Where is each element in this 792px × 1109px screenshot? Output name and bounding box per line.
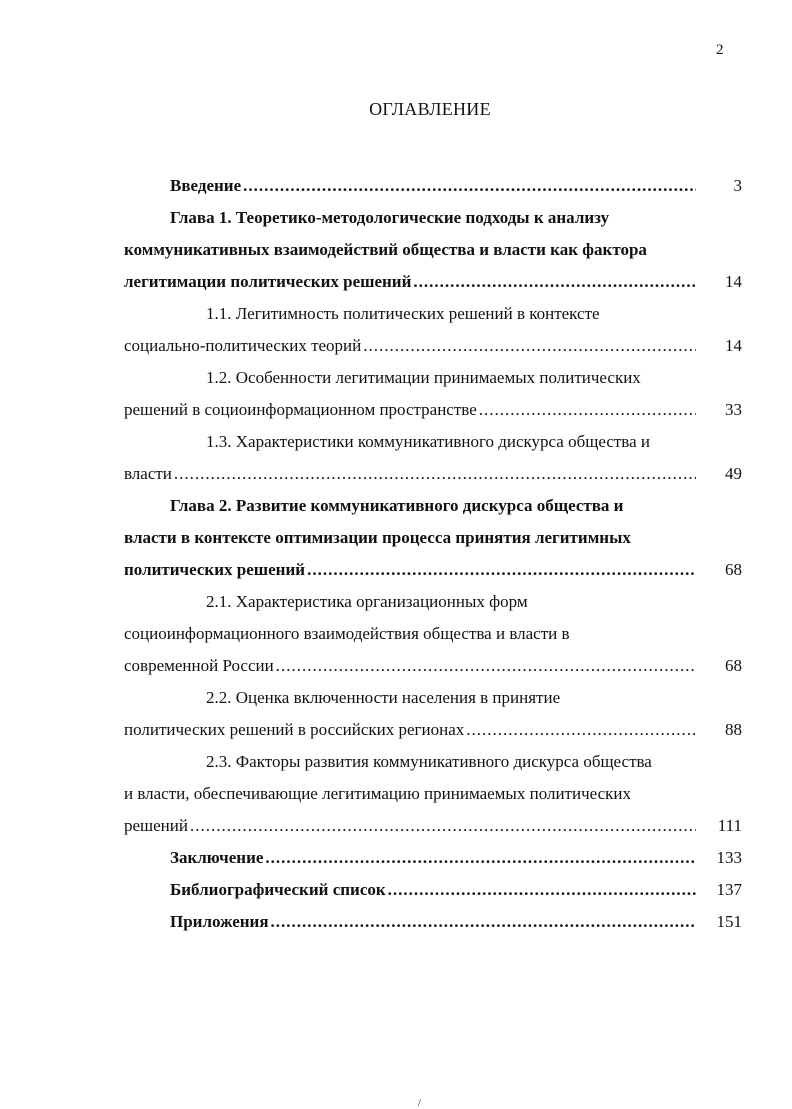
toc-leader-dots [276,653,696,679]
toc-leader-dots [307,557,696,583]
toc-leader-dots [243,173,696,199]
toc-page-number: 88 [725,720,742,739]
toc-entry-introduction [170,173,742,199]
toc-section-2-2-line-1: 2.2. Оценка включенности населения в принятие [206,688,561,707]
toc-chapter-1-line-3 [124,269,742,295]
toc-page-number: 14 [725,272,742,291]
toc-section-2-1-line-2: социоинформационного взаимодействия общества и власти в [124,624,570,643]
toc-page-number: 133 [716,848,742,867]
toc-chapter-1-line-2: коммуникативных взаимодействий общества и власти как фактора [124,240,647,259]
toc-entry-title: Библиографический список [170,880,386,899]
toc-leader-dots [271,909,696,935]
toc-entry-title: политических решений в российских регионах [124,720,465,739]
toc-entry-title: Введение [170,176,242,195]
toc-entry-title: власти [124,464,172,483]
toc-leader-dots [479,397,696,423]
toc-leader-dots [466,717,696,743]
toc-entry-title: социально-политических теорий [124,336,362,355]
toc-leader-dots [413,269,696,295]
toc-leader-dots [363,333,696,359]
toc-section-2-3-line-1: 2.3. Факторы развития коммуникативного дискурса общества [206,752,652,771]
toc-leader-dots [388,877,696,903]
toc-page-number: 111 [717,816,742,835]
toc-page-number: 14 [725,336,742,355]
toc-section-1-3-line-2 [124,461,742,487]
toc-page-number: 68 [725,656,742,675]
toc-entry-title: политических решений [124,560,306,579]
toc-leader-dots [190,813,696,839]
toc-title: ОГЛАВЛЕНИЕ [369,99,491,119]
toc-page-number: 151 [716,912,742,931]
toc-entry-title: Приложения [170,912,269,931]
page-number: 2 [716,42,724,58]
scan-mark: / [418,1098,421,1109]
toc-section-1-3-line-1: 1.3. Характеристики коммуникативного дискурса общества и [206,432,650,451]
toc-chapter-1-line-1: Глава 1. Теоретико-методологические подходы к анализу [170,208,610,227]
toc-section-2-3-line-2: и власти, обеспечивающие легитимацию принимаемых политических [124,784,632,803]
toc-section-2-3-line-3 [124,813,742,839]
toc-entry-title: легитимации политических решений [124,272,412,291]
toc-page-number: 49 [725,464,742,483]
toc-leader-dots [174,461,696,487]
toc-entry-title: современной России [124,656,274,675]
toc-section-1-1-line-1: 1.1. Легитимность политических решений в контексте [206,304,600,323]
toc-entry-title: решений [124,816,188,835]
toc-section-1-1-line-2 [124,333,742,359]
toc-chapter-2-line-3 [124,557,742,583]
toc-page-number: 68 [725,560,742,579]
toc-section-2-1-line-1: 2.1. Характеристика организационных форм [206,592,528,611]
toc-entry-title: решений в социоинформационном пространстве [124,400,477,419]
toc-leader-dots [265,845,696,871]
toc-section-1-2-line-2 [124,397,742,423]
toc-entry-conclusion [170,845,742,871]
toc-section-2-1-line-3 [124,653,742,679]
toc-section-2-2-line-2 [124,717,742,743]
toc-entry-title: Заключение [170,848,264,867]
toc-page-number: 3 [733,176,742,195]
toc-entry-bibliography [170,877,742,903]
toc-chapter-2-line-1: Глава 2. Развитие коммуникативного дискурса общества и [170,496,624,515]
toc-chapter-2-line-2: власти в контексте оптимизации процесса принятия легитимных [124,528,631,547]
toc-entry-appendices [170,909,742,935]
toc-section-1-2-line-1: 1.2. Особенности легитимации принимаемых политических [206,368,641,387]
toc-page-number: 33 [725,400,742,419]
toc-page-number: 137 [716,880,742,899]
